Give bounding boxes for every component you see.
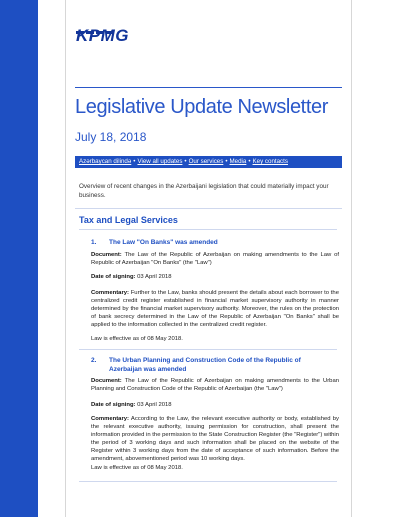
- logo-bars: [76, 21, 126, 24]
- article-2-heading-cont: [109, 365, 186, 374]
- article-2-document-text: The Law of the Republic of Azerbaijan on making amendments to the Urban Planning and Construction Code of the Republic of Azerbaijan (the "Law"): [91, 378, 340, 392]
- section-title: Tax and Legal Services: [79, 215, 178, 225]
- article-1-number: 1.: [91, 239, 97, 246]
- nav-link-our-services[interactable]: Our services: [188, 158, 224, 165]
- article-1-effective: Law is effective as of 08 May 2018.: [91, 336, 183, 342]
- article-2-number: 2.: [91, 357, 97, 364]
- newsletter-date: July 18, 2018: [75, 130, 147, 144]
- article-2-title-line1: The Urban Planning and Construction Code of the Republic of: [109, 357, 301, 364]
- section-divider: [79, 229, 337, 230]
- article-2-effective: Law is effective as of 08 May 2018.: [91, 465, 183, 471]
- overview-divider: [75, 208, 342, 209]
- article-1-signing-date: 03 April 2018: [137, 274, 172, 280]
- article-divider: [79, 481, 337, 482]
- title-top-rule: [75, 87, 342, 88]
- nav-separator: •: [133, 158, 136, 165]
- commentary-label: Commentary:: [91, 290, 129, 296]
- article-2-commentary-text: According to the Law, the relevant executive authority or body, established by the relevant executive authority, issuing permission for construction, shall present the information provided in the permission to the State Construction Register (the "Register") within the period of 3 working days and such information shall be placed on the website of the Register within 3 working days from the date of acceptance of such information. Before the amendment, abovementioned period was 10 working days.: [91, 416, 339, 462]
- document-label: Document:: [91, 378, 122, 384]
- nav-link-media[interactable]: Media: [229, 158, 247, 165]
- nav-separator: •: [248, 158, 251, 165]
- commentary-label: Commentary:: [91, 416, 129, 422]
- article-2-title-line2: Azerbaijan was amended: [109, 366, 187, 373]
- article-2-heading: [91, 356, 301, 365]
- article-divider: [79, 349, 337, 350]
- article-1-document: [91, 251, 339, 267]
- article-1-title: The Law "On Banks" was amended: [109, 239, 218, 246]
- newsletter-title: Legislative Update Newsletter: [75, 96, 328, 118]
- article-2-signing: [91, 401, 339, 409]
- nav-link-azerbaijani[interactable]: Azərbaycan dilində: [79, 158, 132, 165]
- article-2-commentary: [91, 415, 339, 463]
- kpmg-logo: KPMG: [76, 26, 129, 45]
- nav-link-key-contacts[interactable]: Key contacts: [252, 158, 288, 165]
- article-1-commentary: [91, 289, 339, 329]
- article-1-signing: [91, 273, 339, 281]
- article-1-document-text: The Law of the Republic of Azerbaijan on making amendments to the Law of Republic of Azerbaijan "On Banks" (the "Law"): [91, 252, 339, 266]
- signing-label: Date of signing:: [91, 274, 136, 280]
- nav-link-view-all-updates[interactable]: View all updates: [137, 158, 183, 165]
- article-2-document: [91, 377, 339, 393]
- document-label: Document:: [91, 252, 122, 258]
- article-2-signing-date: 03 April 2018: [137, 402, 172, 408]
- left-sidebar-band: [0, 0, 38, 517]
- article-1-commentary-text: Further to the Law, banks should present the details about each borrower to the centralized credit register established in financial market supervisory authority in manner determined by the financial market supervisory authority. Moreover, the rules on the protection of bank secrecy determined in the Law of the Republic of Azerbaijan "On Banks" shall be applied to the information collected in the centralized credit register.: [91, 290, 339, 328]
- overview-text: Overview of recent changes in the Azerbaijani legislation that could materially impact your business.: [79, 183, 329, 199]
- nav-bar: [75, 156, 342, 168]
- nav-separator: •: [184, 158, 187, 165]
- article-1-heading: [91, 238, 218, 247]
- nav-separator: •: [225, 158, 228, 165]
- signing-label: Date of signing:: [91, 402, 136, 408]
